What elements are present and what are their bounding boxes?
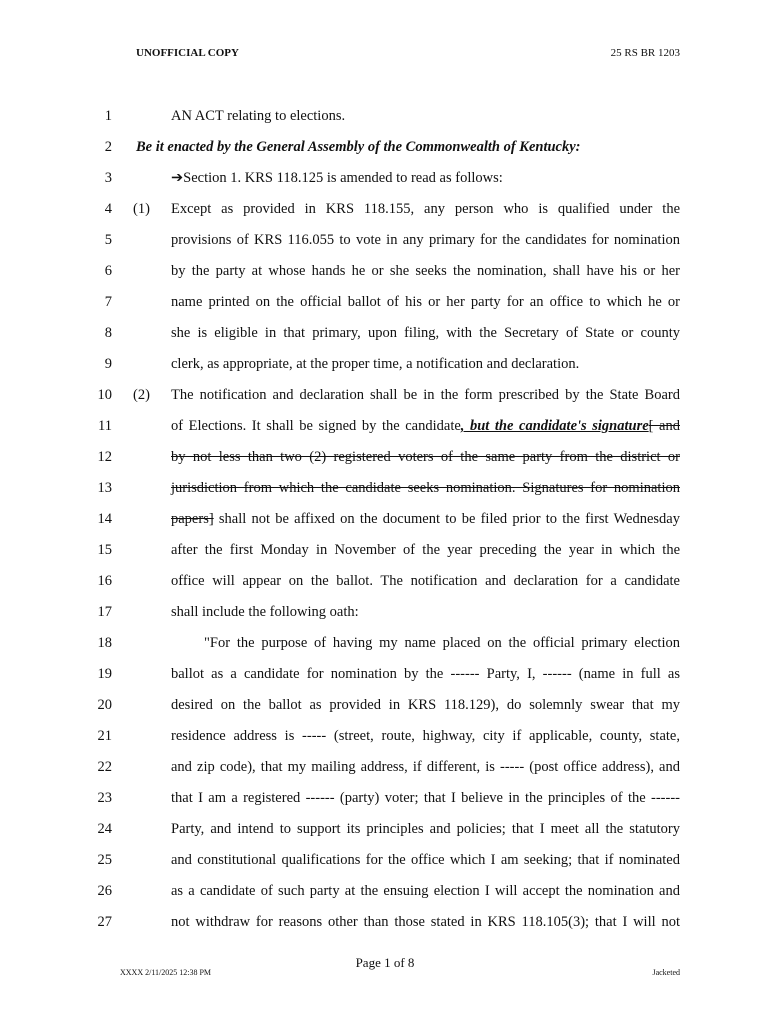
deleted-text: papers] bbox=[171, 511, 214, 527]
line-number: 20 bbox=[97, 697, 112, 713]
line-number: 18 bbox=[97, 635, 112, 651]
text-line: name printed on the official ballot of his or her party for an office to which he or bbox=[171, 294, 680, 310]
line-number: 17 bbox=[97, 604, 112, 620]
line-number: 21 bbox=[97, 728, 112, 744]
oath-line: as a candidate of such party at the ensuing election I will accept the nomination and bbox=[171, 883, 680, 899]
act-title: AN ACT relating to elections. bbox=[171, 108, 346, 124]
oath-line: residence address is ----- (street, route, highway, city if applicable, county, state, bbox=[171, 728, 680, 744]
line-number: 26 bbox=[97, 883, 112, 899]
deleted-text: [ and bbox=[648, 418, 680, 434]
line-number: 9 bbox=[104, 356, 112, 372]
inserted-text: , but the candidate's signature bbox=[460, 418, 649, 434]
header-title: UNOFFICIAL COPY bbox=[136, 47, 239, 59]
line-number: 7 bbox=[104, 294, 112, 310]
line-number: 23 bbox=[97, 790, 112, 806]
line-number: 15 bbox=[97, 542, 112, 558]
page-number: Page 1 of 8 bbox=[355, 955, 415, 970]
section-heading bbox=[171, 170, 503, 187]
text-line: clerk, as appropriate, at the proper time, a notification and declaration. bbox=[171, 356, 580, 372]
text-segment: shall not be affixed on the document to be filed prior to the first Wednesday bbox=[213, 511, 680, 527]
text-line: The notification and declaration shall be in the form prescribed by the State Board bbox=[171, 387, 680, 403]
line-number: 1 bbox=[104, 108, 112, 124]
deleted-line: jurisdiction from which the candidate seeks nomination. Signatures for nomination bbox=[171, 480, 680, 496]
header-bill-number: 25 RS BR 1203 bbox=[610, 47, 680, 59]
line-number: 3 bbox=[104, 170, 112, 186]
arrow-icon: ➔ bbox=[171, 170, 184, 186]
line-number: 25 bbox=[97, 852, 112, 868]
line-number: 2 bbox=[104, 139, 112, 155]
line-number: 27 bbox=[97, 914, 112, 930]
line-number: 13 bbox=[97, 480, 112, 496]
line-number: 22 bbox=[97, 759, 112, 775]
line-number: 10 bbox=[97, 387, 112, 403]
oath-line: desired on the ballot as provided in KRS 118.129), do solemnly swear that my bbox=[171, 697, 680, 713]
line-number: 16 bbox=[97, 573, 112, 589]
text-line: by the party at whose hands he or she seeks the nomination, shall have his or her bbox=[171, 263, 680, 279]
line-number: 12 bbox=[97, 449, 112, 465]
oath-line: Party, and intend to support its principles and policies; that I meet all the statutory bbox=[171, 821, 680, 837]
line-number: 11 bbox=[98, 418, 112, 434]
text-line: office will appear on the ballot. The notification and declaration for a candidate bbox=[171, 573, 680, 589]
oath-line: "For the purpose of having my name placed on the official primary election bbox=[204, 635, 680, 651]
text-line: after the first Monday in November of the year preceding the year in which the bbox=[171, 542, 680, 558]
oath-line: ballot as a candidate for nomination by the ------ Party, I, ------ (name in full as bbox=[171, 666, 680, 682]
subsection-marker: (2) bbox=[133, 387, 150, 403]
text-line-amended bbox=[171, 511, 680, 528]
text-line-amended bbox=[171, 418, 680, 435]
line-number: 6 bbox=[104, 263, 112, 279]
line-number: 14 bbox=[97, 511, 112, 527]
line-number: 19 bbox=[97, 666, 112, 682]
oath-line: that I am a registered ------ (party) voter; that I believe in the principles of the ------ bbox=[171, 790, 680, 806]
oath-line: and zip code), that my mailing address, if different, is ----- (post office address), and bbox=[171, 759, 680, 775]
oath-line: not withdraw for reasons other than those stated in KRS 118.105(3); that I will not bbox=[171, 914, 680, 930]
footer-status: Jacketed bbox=[652, 968, 680, 977]
text-line: Except as provided in KRS 118.155, any person who is qualified under the bbox=[171, 201, 680, 217]
deleted-line: by not less than two (2) registered voters of the same party from the district or bbox=[171, 449, 680, 465]
line-number: 4 bbox=[104, 201, 112, 217]
line-number: 5 bbox=[104, 232, 112, 248]
text-line: shall include the following oath: bbox=[171, 604, 359, 620]
text-segment: of Elections. It shall be signed by the candidate bbox=[171, 418, 461, 434]
text-line: she is eligible in that primary, upon filing, with the Secretary of State or county bbox=[171, 325, 680, 341]
footer-timestamp: XXXX 2/11/2025 12:38 PM bbox=[120, 968, 212, 977]
line-number: 24 bbox=[97, 821, 112, 837]
section-heading-text: Section 1. KRS 118.125 is amended to read as follows: bbox=[183, 170, 503, 186]
line-number: 8 bbox=[104, 325, 112, 341]
oath-line: and constitutional qualifications for the office which I am seeking; that if nominated bbox=[171, 852, 680, 868]
enacting-clause: Be it enacted by the General Assembly of the Commonwealth of Kentucky: bbox=[136, 139, 581, 155]
subsection-marker: (1) bbox=[133, 201, 150, 217]
text-line: provisions of KRS 116.055 to vote in any primary for the candidates for nomination bbox=[171, 232, 680, 248]
